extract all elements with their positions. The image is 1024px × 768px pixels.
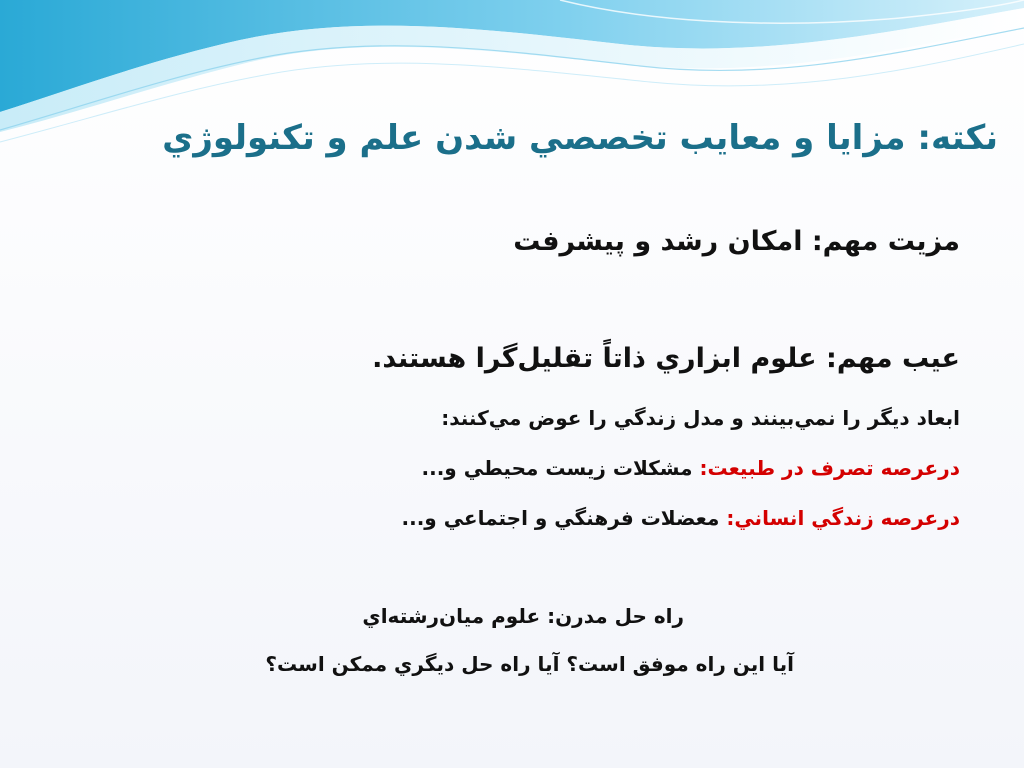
defect-text: عيب مهم: علوم ابزاري ذاتاً تقليل‌گرا هستند. <box>372 343 960 374</box>
human-label: درعرصه زندگي انساني: <box>726 506 960 530</box>
nature-label: درعرصه تصرف در طبيعت: <box>699 456 960 480</box>
nature-text: مشكلات زيست محيطي و... <box>421 456 700 480</box>
human-text: معضلات فرهنگي و اجتماعي و... <box>401 506 727 530</box>
human-line <box>402 506 961 530</box>
advantage-text: مزيت مهم: امكان رشد و پيشرفت <box>513 226 960 257</box>
nature-line <box>422 456 960 480</box>
modern-solution-text: راه حل مدرن: علوم ميان‌رشته‌اي <box>362 604 684 628</box>
slide-title: نكته: مزايا و معايب تخصصي شدن علم و تكنولوژي <box>162 118 998 158</box>
intro-text: ابعاد ديگر را نمي‌بينند و مدل زندگي را عوض مي‌كنند: <box>441 406 960 430</box>
question-text: آيا اين راه موفق است؟ آيا راه حل ديگري ممكن است؟ <box>265 652 794 676</box>
